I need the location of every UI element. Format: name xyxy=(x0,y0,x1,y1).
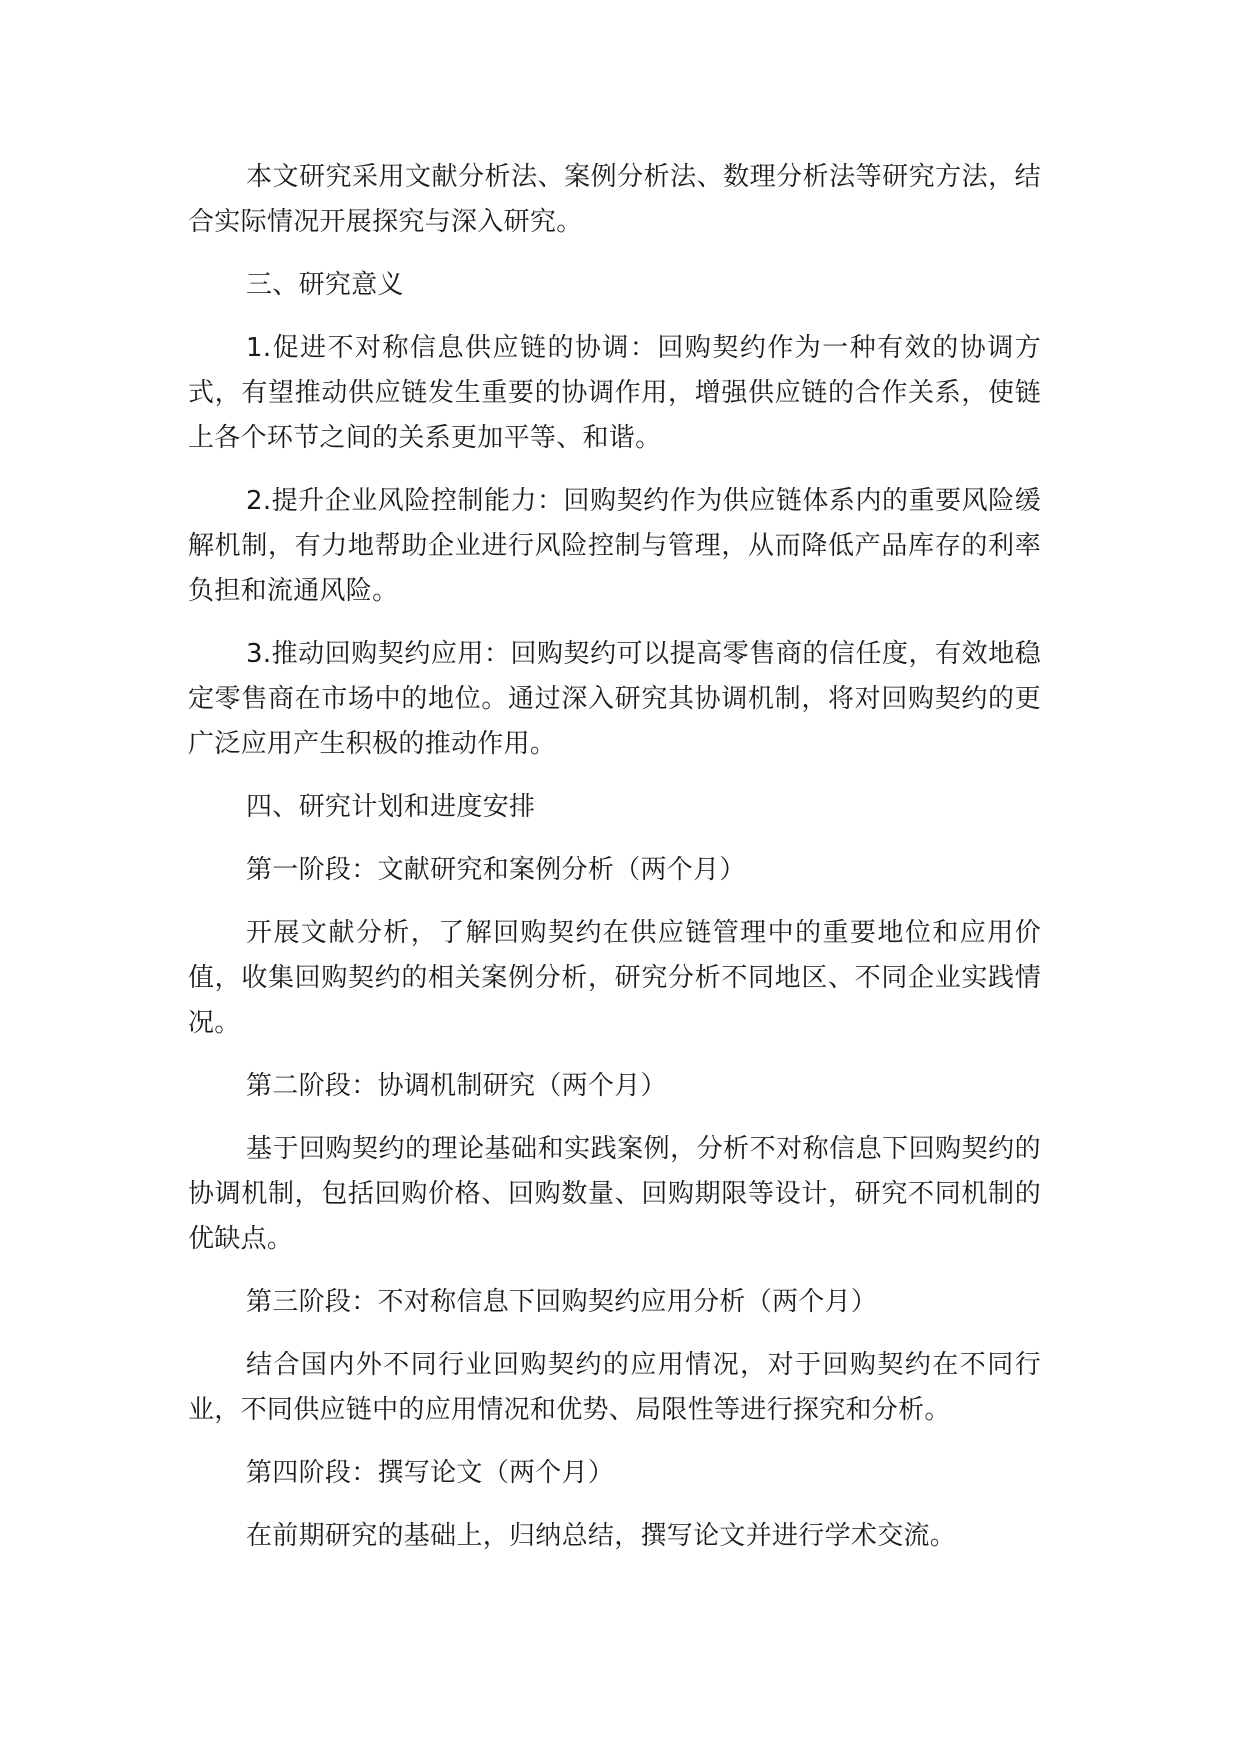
stage-1-body: 开展文献分析，了解回购契约在供应链管理中的重要地位和应用价值，收集回购契约的相关案例分析，研究分析不同地区、不同企业实践情况。 xyxy=(188,918,1041,1038)
stage-3-title: 第三阶段：不对称信息下回购契约应用分析（两个月） xyxy=(246,1287,878,1317)
stage-2-title: 第二阶段：协调机制研究（两个月） xyxy=(246,1071,667,1101)
stage-4-body: 在前期研究的基础上，归纳总结，撰写论文并进行学术交流。 xyxy=(246,1521,957,1551)
paragraph-significance-3: 3.推动回购契约应用：回购契约可以提高零售商的信任度，有效地稳定零售商在市场中的地位。通过深入研究其协调机制，将对回购契约的更广泛应用产生积极的推动作用。 xyxy=(188,639,1041,759)
stage-2-body: 基于回购契约的理论基础和实践案例，分析不对称信息下回购契约的协调机制，包括回购价格、回购数量、回购期限等设计，研究不同机制的优缺点。 xyxy=(188,1134,1041,1254)
paragraph-significance-2: 2.提升企业风险控制能力：回购契约作为供应链体系内的重要风险缓解机制，有力地帮助企业进行风险控制与管理，从而降低产品库存的利率负担和流通风险。 xyxy=(188,486,1041,606)
section-heading-significance: 三、研究意义 xyxy=(246,270,404,300)
stage-3-body: 结合国内外不同行业回购契约的应用情况，对于回购契约在不同行业，不同供应链中的应用情况和优势、局限性等进行探究和分析。 xyxy=(188,1350,1041,1425)
stage-4-title: 第四阶段：撰写论文（两个月） xyxy=(246,1458,615,1488)
paragraph-significance-1: 1.促进不对称信息供应链的协调：回购契约作为一种有效的协调方式，有望推动供应链发生重要的协调作用，增强供应链的合作关系，使链上各个环节之间的关系更加平等、和谐。 xyxy=(188,333,1041,453)
paragraph-methods: 本文研究采用文献分析法、案例分析法、数理分析法等研究方法，结合实际情况开展探究与深入研究。 xyxy=(188,162,1041,237)
stage-1-title: 第一阶段：文献研究和案例分析（两个月） xyxy=(246,855,746,885)
section-heading-plan: 四、研究计划和进度安排 xyxy=(246,792,536,822)
